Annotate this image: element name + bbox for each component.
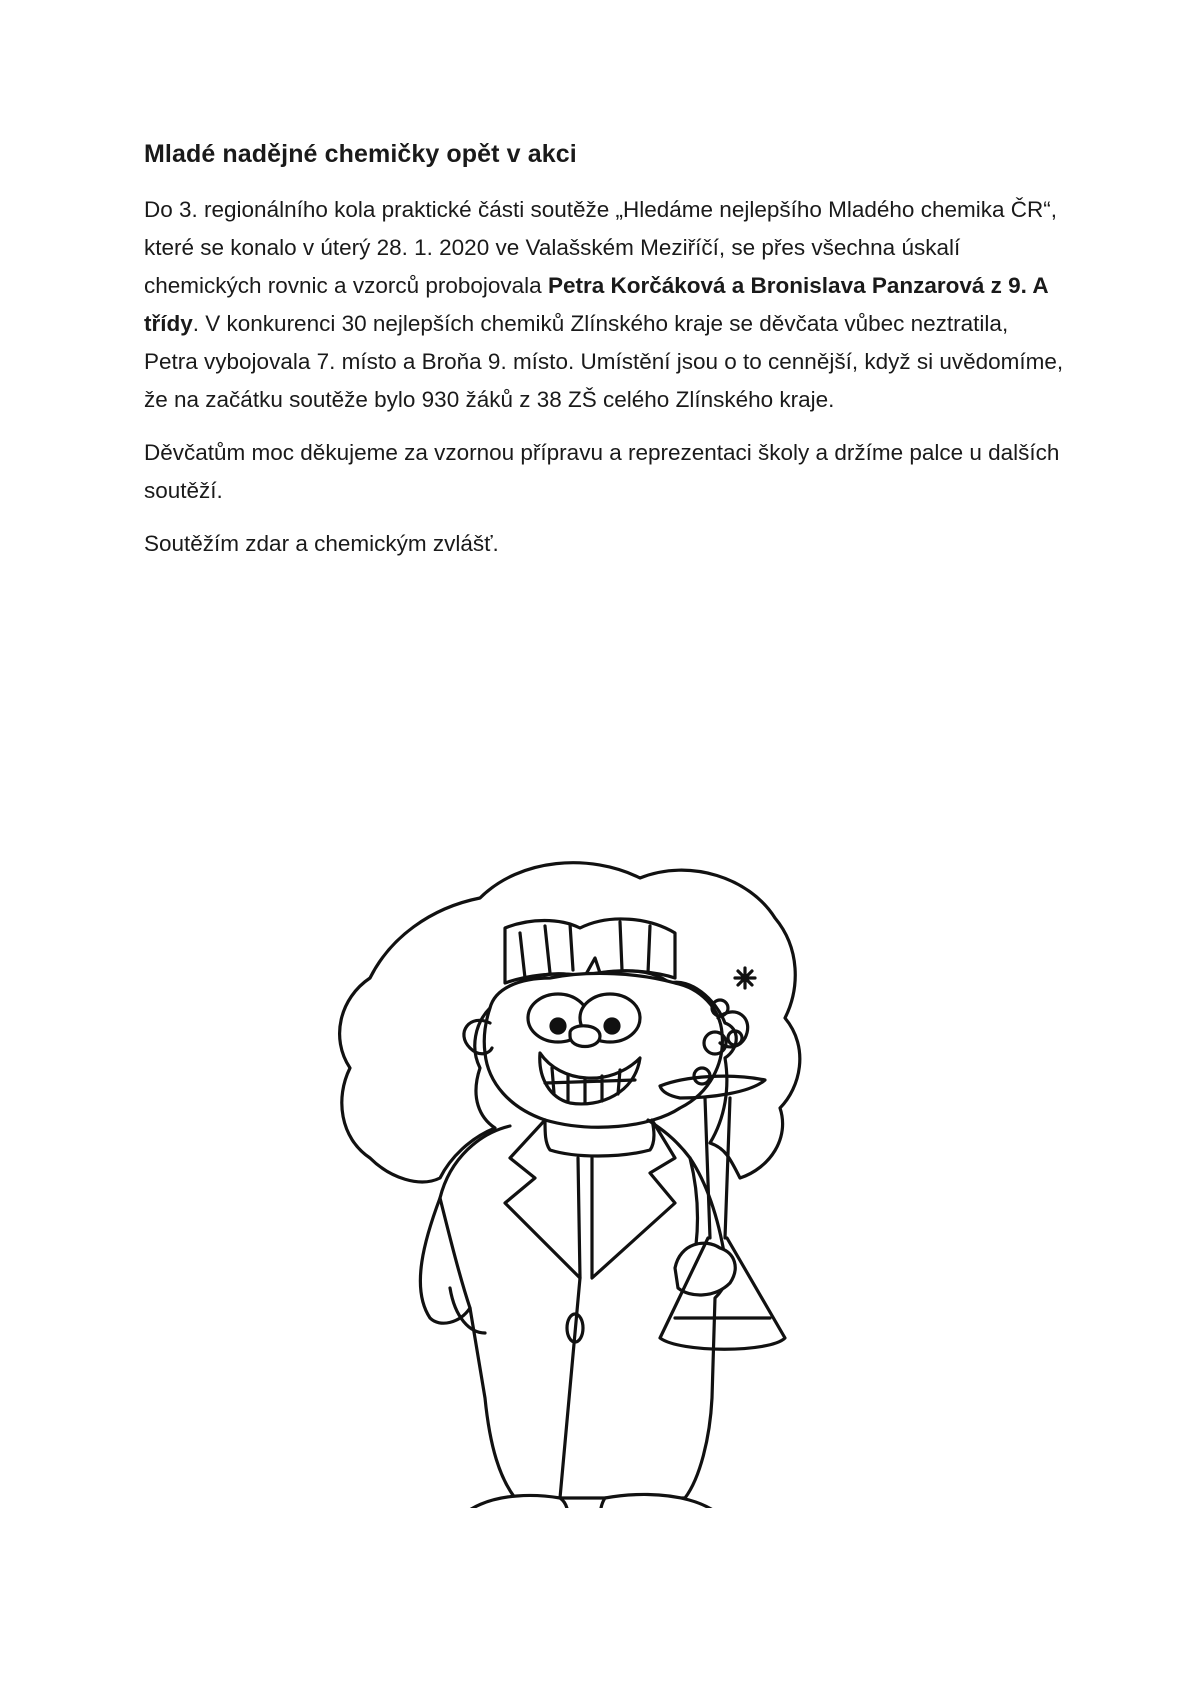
article <box>144 140 1064 578</box>
coat-lapel-right <box>592 1120 675 1278</box>
nose <box>570 1026 600 1047</box>
chemist-girl-drawing <box>330 858 870 1508</box>
article-title: Mladé nadějné chemičky opět v akci <box>144 140 577 168</box>
paragraph-intro <box>144 191 1064 419</box>
paragraph-closing: Soutěžím zdar a chemickým zvlášť. <box>144 531 499 556</box>
shoe-right <box>600 1494 735 1508</box>
pupil-left <box>551 1019 565 1033</box>
chemist-girl-illustration <box>330 858 870 1508</box>
student-names: Petra Korčáková a Bronislava Panzarová z 9. A třídy <box>144 273 1048 336</box>
coat-center <box>560 1278 580 1498</box>
paragraph-intro-text-2: . V konkurenci 30 nejlepších chemiků Zlínského kraje se děvčata vůbec neztratila, Petra vybojovala 7. místo a Broňa 9. místo. Umístění jsou o to cennější, když si uvědomíme, že na začátku soutěže bylo 930 žáků z 38 ZŠ celého Zlínského kraje. <box>144 311 1064 412</box>
paragraph-intro-text-1: Do 3. regionálního kola praktické části soutěže „Hledáme nejlepšího Mladého chemika ČR“, které se konalo v úterý 28. 1. 2020 ve Valašském Meziříčí, se přes všechna úskalí chemických rovnic a vzorců probojovala <box>144 197 1057 298</box>
lab-coat <box>420 1120 727 1498</box>
pupil-right <box>605 1019 619 1033</box>
sparkle <box>735 968 755 988</box>
arm-left <box>440 1198 470 1308</box>
shoe-left <box>450 1495 569 1508</box>
coat-lapel-left <box>505 1120 580 1278</box>
paragraph-thanks: Děvčatům moc děkujeme za vzornou přípravu a reprezentaci školy a držíme palce u dalších soutěží. <box>144 440 1060 503</box>
